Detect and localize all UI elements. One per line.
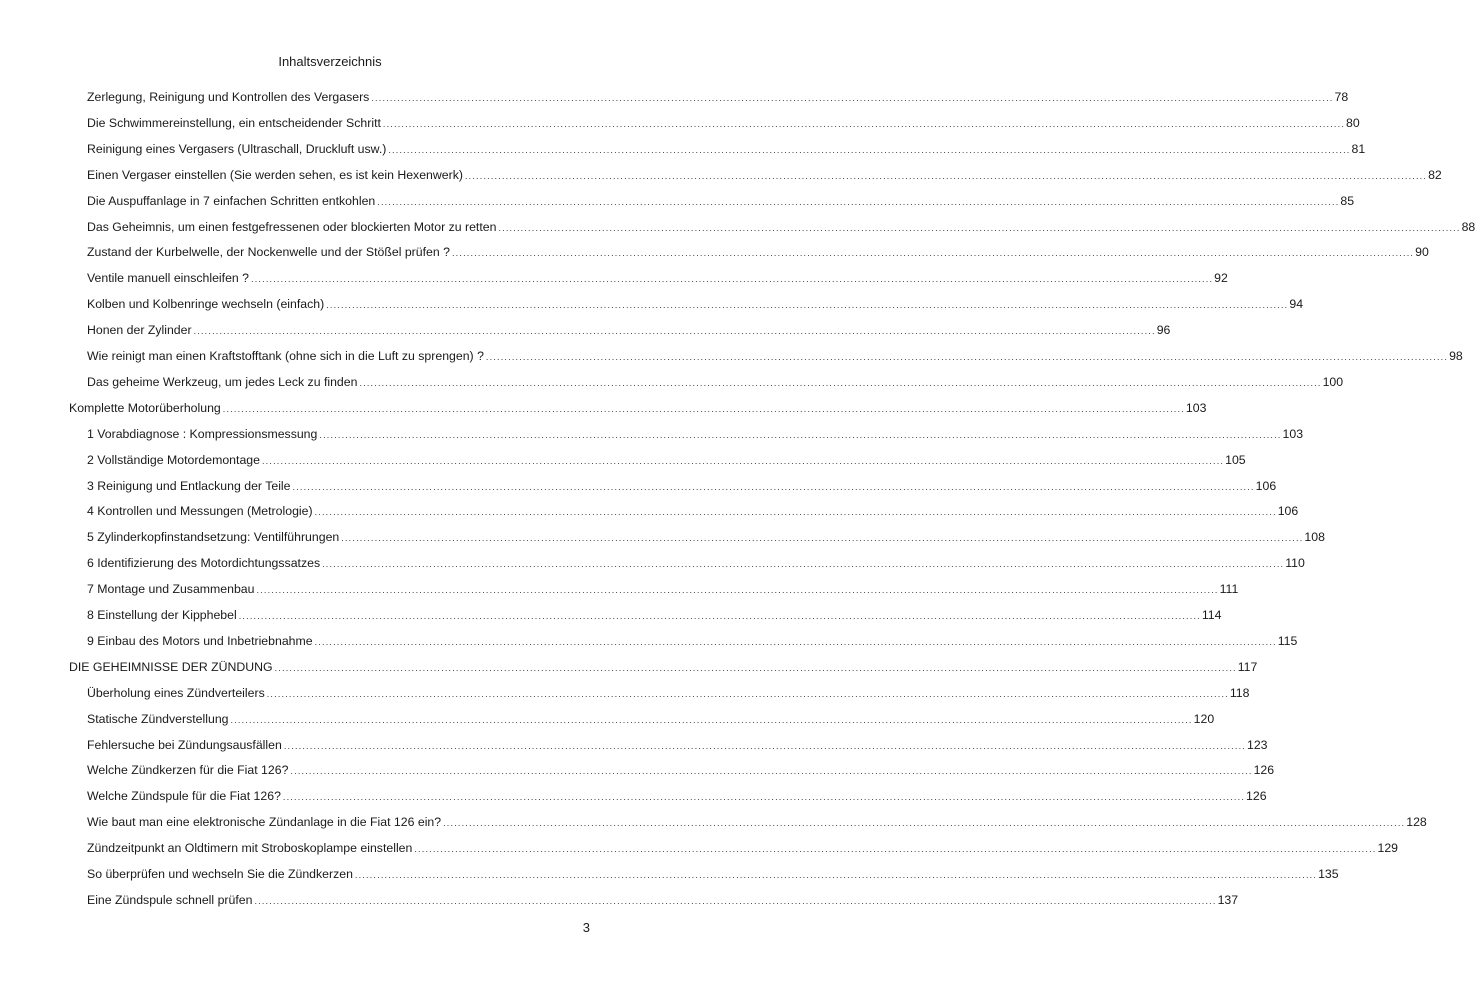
toc-dot-leader [414,841,1376,857]
toc-entry-title: 4 Kontrollen und Messungen (Metrologie) [87,504,313,519]
toc-entry-page: 98 [1449,349,1463,363]
toc-entry-title: 8 Einstellung der Kipphebel [87,608,237,622]
toc-entry-page: 92 [1214,271,1228,286]
toc-entry[interactable] [87,503,1299,520]
toc-dot-leader [377,194,1339,210]
toc-entry-page: 96 [1156,323,1171,338]
toc-dot-leader [326,297,1288,313]
toc-dot-leader [359,375,1321,391]
page-header-title: Inhaltsverzeichnis [278,54,382,69]
toc-entry-page: 103 [1185,400,1207,415]
toc-entry-page: 81 [1351,141,1366,156]
toc-entry-title: So überprüfen und wechseln Sie die Zündkerzen [87,867,353,881]
toc-entry-title: 6 Identifizierung des Motordichtungssatzes [87,556,321,571]
toc-dot-leader [498,220,1460,236]
page-number: 3 [582,920,590,935]
toc-entry-page: 88 [1461,219,1475,234]
toc-entry-page: 82 [1428,167,1442,182]
toc-dot-leader [293,479,1255,495]
toc-dot-leader [239,608,1201,624]
toc-entry-page: 85 [1340,193,1355,208]
toc-entry-title: Wie reinigt man einen Kraftstofftank (ohne sich in die Luft zu sprengen) ? [87,349,484,363]
toc-entry-title: 2 Vollständige Motordemontage [87,452,260,467]
toc-entry-page: 80 [1346,115,1360,130]
toc-entry[interactable] [87,607,1222,624]
toc-entry-title: 9 Einbau des Motors und Inbetriebnahme [87,633,313,648]
toc-entry[interactable] [87,193,1355,210]
toc-entry-page: 106 [1277,504,1299,519]
toc-entry-title: 3 Reinigung und Entlackung der Teile [87,478,291,493]
toc-dot-leader [383,116,1345,132]
toc-dot-leader [443,815,1405,831]
toc-dot-leader [486,349,1448,365]
toc-dot-leader [355,867,1317,883]
toc-entry[interactable] [87,348,1463,365]
toc-entry-title: Zustand der Kurbelwelle, der Nockenwelle und der Stößel prüfen ? [87,245,450,260]
toc-entry-page: 126 [1246,789,1267,804]
toc-entry[interactable] [87,814,1427,831]
toc-entry-title: 7 Montage und Zusammenbau [87,582,255,597]
toc-dot-leader [231,712,1193,728]
toc-entry-title: 5 Zylinderkopfinstandsetzung: Ventilführungen [87,530,340,545]
toc-dot-leader [254,893,1216,909]
toc-entry-page: 90 [1415,245,1429,260]
toc-entry-page: 100 [1322,374,1344,389]
toc-entry-page: 123 [1246,737,1268,752]
toc-entry-title: Fehlersuche bei Zündungsausfällen [87,737,282,752]
toc-dot-leader [275,660,1237,676]
toc-entry[interactable] [69,400,1207,417]
toc-entry-page: 137 [1217,892,1239,907]
toc-entry[interactable] [87,529,1325,546]
toc-dot-leader [262,453,1224,469]
toc-dot-leader [315,634,1277,650]
toc-entry-title: Welche Zündkerzen für die Fiat 126? [87,763,289,778]
toc-entry-title: Statische Zündverstellung [87,711,229,726]
toc-dot-leader [251,271,1213,287]
toc-entry[interactable] [87,737,1268,754]
toc-dot-leader [371,90,1333,106]
toc-entry[interactable] [87,426,1304,443]
toc-dot-leader [223,401,1185,417]
toc-entry-page: 120 [1193,711,1215,726]
toc-entry-page: 94 [1289,297,1304,312]
toc-entry-page: 105 [1225,452,1246,467]
toc-dot-leader [284,738,1246,754]
toc-entry-title: Kolben und Kolbenringe wechseln (einfach) [87,297,325,312]
toc-entry-title: Zündzeitpunkt an Oldtimern mit Stroboskoplampe einstellen [87,841,413,856]
toc-dot-leader [315,504,1277,520]
toc-entry[interactable] [87,762,1275,779]
toc-entry-page: 103 [1282,426,1304,441]
toc-entry[interactable] [87,115,1360,132]
toc-entry-page: 78 [1334,90,1349,104]
toc-entry[interactable] [87,296,1304,313]
toc-entry-title: Einen Vergaser einstellen (Sie werden sehen, es ist kein Hexenwerk) [87,167,463,182]
toc-entry[interactable] [87,141,1366,158]
toc-dot-leader [283,789,1245,805]
toc-entry[interactable] [87,581,1239,598]
toc-entry-page: 111 [1219,582,1239,597]
toc-entry-title: Komplette Motorüberholung [69,400,221,415]
toc-entry[interactable] [87,892,1239,909]
toc-entry-title: Wie baut man eine elektronische Zündanlage in die Fiat 126 ein? [87,815,442,830]
toc-entry-title: Ventile manuell einschleifen ? [87,271,250,286]
toc-entry[interactable] [87,711,1215,728]
toc-dot-leader [322,556,1284,572]
toc-entry[interactable] [87,452,1246,469]
toc-dot-leader [256,582,1218,598]
toc-entry[interactable] [87,788,1267,805]
toc-entry-page: 115 [1277,633,1298,648]
toc-dot-leader [319,427,1281,443]
toc-dot-leader [267,686,1229,702]
toc-entry-page: 129 [1377,841,1399,856]
toc-entry-page: 114 [1201,608,1222,622]
toc-entry-title: Das Geheimnis, um einen festgefressenen oder blockierten Motor zu retten [87,219,497,234]
toc-entry[interactable] [87,478,1277,495]
toc-dot-leader [465,168,1427,184]
toc-entry[interactable] [87,322,1171,339]
toc-entry[interactable] [87,219,1475,236]
toc-entry[interactable] [87,685,1250,702]
toc-entry-page: 110 [1285,556,1305,571]
toc-entry-title: Welche Zündspule für die Fiat 126? [87,789,281,804]
toc-entry[interactable] [87,89,1349,106]
toc-entry-title: Überholung eines Zündverteilers [87,685,265,700]
toc-entry-title: Eine Zündspule schnell prüfen [87,892,253,907]
toc-entry[interactable] [87,866,1339,883]
toc-entry-title: 1 Vorabdiagnose : Kompressionsmessung [87,426,318,441]
toc-entry[interactable] [87,167,1442,184]
toc-entry[interactable] [87,374,1344,391]
toc-dot-leader [194,323,1156,339]
toc-entry-page: 126 [1253,763,1275,778]
toc-entry-title: Honen der Zylinder [87,323,192,338]
toc-entry-title: Das geheime Werkzeug, um jedes Leck zu finden [87,374,358,389]
toc-entry[interactable] [87,270,1228,287]
toc-entry-title: Zerlegung, Reinigung und Kontrollen des Vergasers [87,90,370,104]
toc-entry-page: 118 [1229,685,1250,700]
toc-entry-title: Die Schwimmereinstellung, ein entscheidender Schritt [87,115,381,130]
toc-entry-page: 135 [1318,867,1339,881]
toc-entry-page: 108 [1304,530,1325,545]
toc-entry[interactable] [87,555,1305,572]
toc-dot-leader [290,763,1252,779]
toc-entry-title: DIE GEHEIMNISSE DER ZÜNDUNG [69,659,273,674]
toc-entry[interactable] [69,659,1258,676]
toc-entry-title: Reinigung eines Vergasers (Ultraschall, Druckluft usw.) [87,141,387,156]
toc-entry-title: Die Auspuffanlage in 7 einfachen Schritten entkohlen [87,193,376,208]
toc-dot-leader [388,142,1350,158]
toc-entry-page: 128 [1406,815,1427,830]
toc-dot-leader [341,530,1303,546]
toc-entry-page: 106 [1255,478,1277,493]
toc-dot-leader [452,245,1414,261]
toc-entry[interactable] [87,840,1399,857]
toc-entry[interactable] [87,244,1429,261]
toc-entry[interactable] [87,633,1298,650]
toc-entry-page: 117 [1237,659,1258,674]
